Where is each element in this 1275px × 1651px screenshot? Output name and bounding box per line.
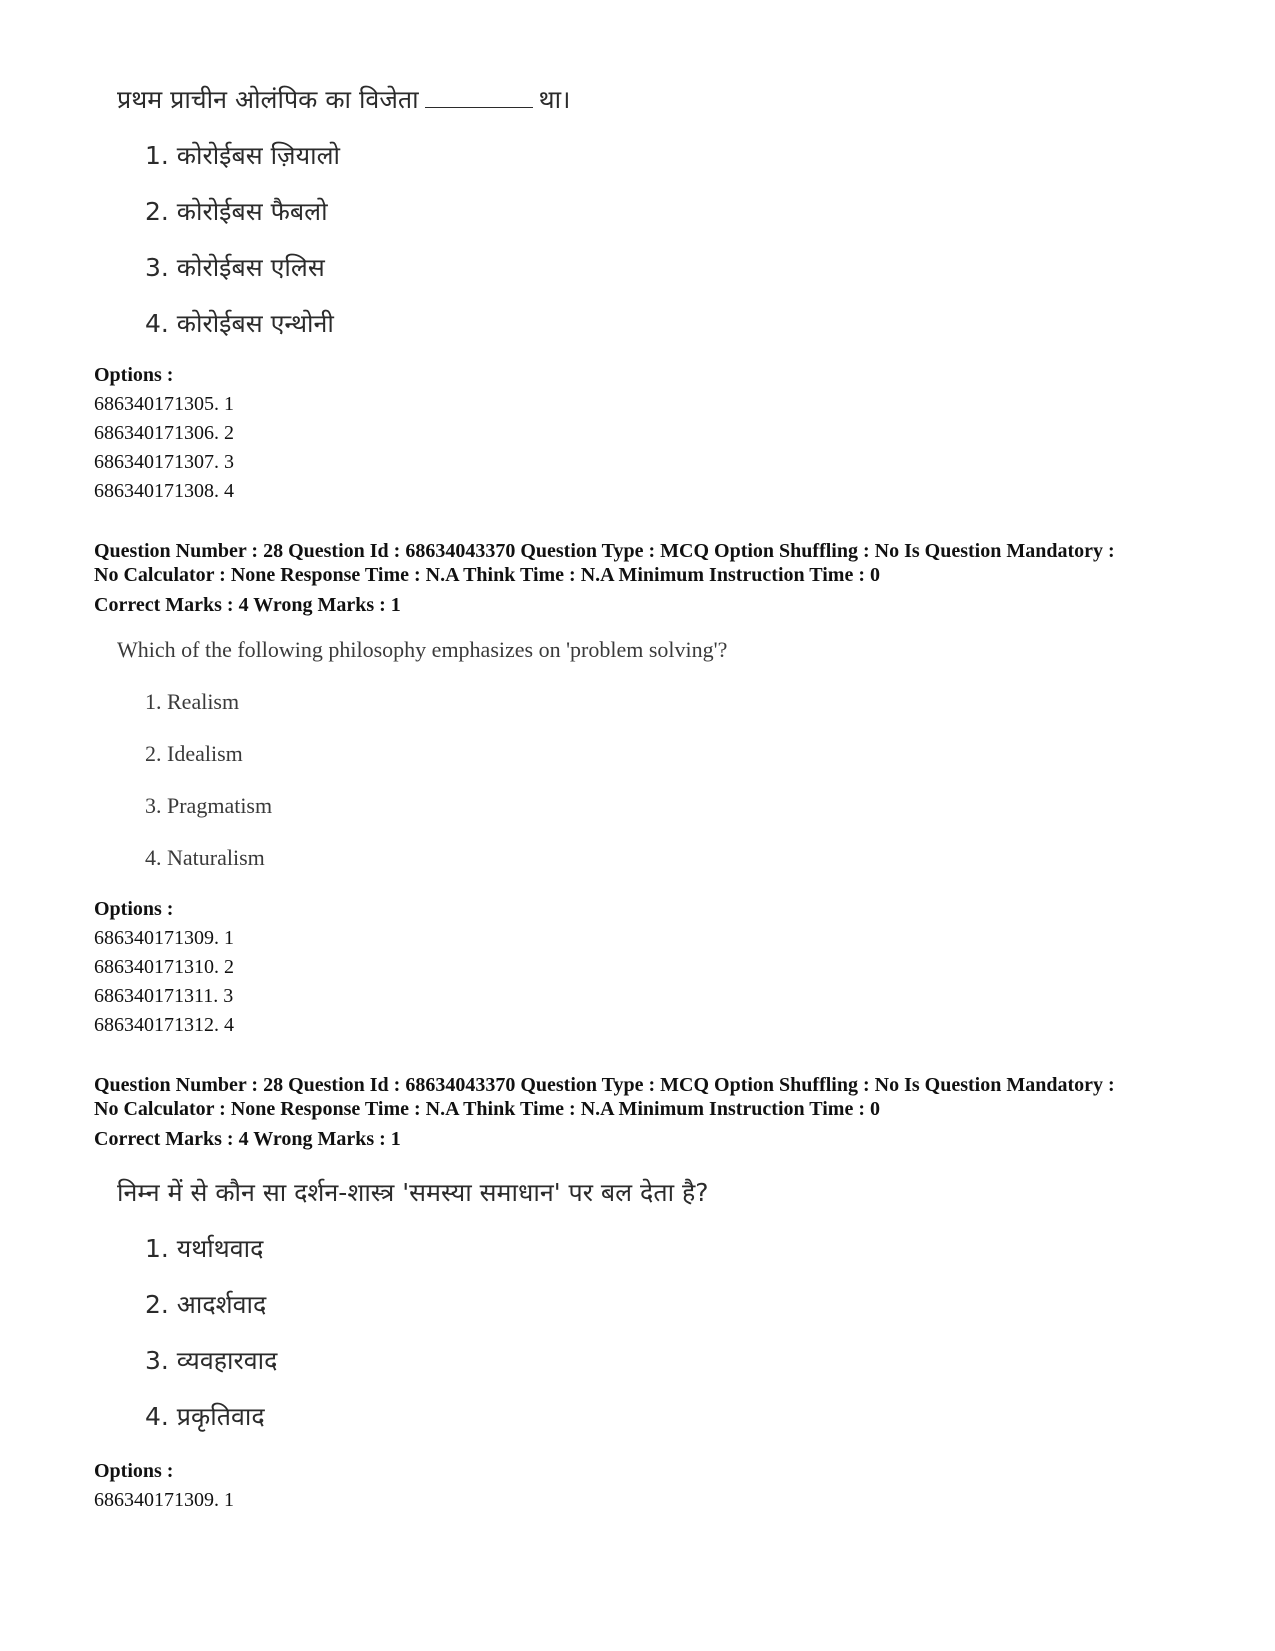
choice-1: 1. Realism xyxy=(145,689,240,714)
question-stem xyxy=(117,82,571,116)
question-image-hindi-olympic xyxy=(117,82,817,352)
question-marks: Correct Marks : 4 Wrong Marks : 1 xyxy=(94,1128,401,1150)
choice-4: 4. कोरोईबस एन्थोनी xyxy=(145,309,334,338)
choice-4: 4. Naturalism xyxy=(145,845,265,870)
choice-2: 2. Idealism xyxy=(145,741,243,766)
option-id: 686340171307. 3 xyxy=(94,451,234,473)
option-id: 686340171311. 3 xyxy=(94,985,234,1007)
question-meta-line2: No Calculator : None Response Time : N.A Think Time : N.A Minimum Instruction Time : 0 xyxy=(94,564,880,586)
question-meta xyxy=(94,539,1214,617)
option-id: 686340171305. 1 xyxy=(94,393,234,415)
question-stem-text: प्रथम प्राचीन ओलंपिक का विजेता xyxy=(117,85,419,114)
choice-3: 3. कोरोईबस एलिस xyxy=(145,253,325,282)
question-meta-line1: Question Number : 28 Question Id : 68634043370 Question Type : MCQ Option Shuffling : No Is Question Mandatory : xyxy=(94,540,1115,562)
options-label: Options : xyxy=(94,898,174,920)
option-id: 686340171309. 1 xyxy=(94,1489,234,1511)
options-label: Options : xyxy=(94,364,174,386)
question-meta-line1: Question Number : 28 Question Id : 68634043370 Question Type : MCQ Option Shuffling : No Is Question Mandatory : xyxy=(94,1074,1115,1096)
option-id: 686340171306. 2 xyxy=(94,422,234,444)
options-list xyxy=(94,895,234,1040)
question-image-hindi xyxy=(117,1175,817,1445)
option-id: 686340171310. 2 xyxy=(94,956,234,978)
question-stem: Which of the following philosophy emphasizes on 'problem solving'? xyxy=(117,637,728,662)
question-meta-line2: No Calculator : None Response Time : N.A Think Time : N.A Minimum Instruction Time : 0 xyxy=(94,1098,880,1120)
question-image-english xyxy=(117,637,817,887)
choice-3: 3. व्यवहारवाद xyxy=(145,1346,278,1375)
choice-1: 1. कोरोईबस ज़ियालो xyxy=(145,141,340,170)
fill-blank xyxy=(425,106,533,108)
question-stem-end: था। xyxy=(538,85,571,114)
options-list xyxy=(94,361,234,506)
choice-1: 1. यर्थाथवाद xyxy=(145,1234,264,1263)
options-list xyxy=(94,1457,234,1515)
choice-2: 2. कोरोईबस फैबलो xyxy=(145,197,328,226)
option-id: 686340171309. 1 xyxy=(94,927,234,949)
choice-2: 2. आदर्शवाद xyxy=(145,1290,267,1319)
option-id: 686340171308. 4 xyxy=(94,480,234,502)
choice-4: 4. प्रकृतिवाद xyxy=(145,1402,265,1431)
options-label: Options : xyxy=(94,1460,174,1482)
question-stem: निम्न में से कौन सा दर्शन-शास्त्र 'समस्या समाधान' पर बल देता है? xyxy=(117,1178,709,1207)
choice-3: 3. Pragmatism xyxy=(145,793,273,818)
question-meta xyxy=(94,1073,1214,1151)
option-id: 686340171312. 4 xyxy=(94,1014,234,1036)
question-marks: Correct Marks : 4 Wrong Marks : 1 xyxy=(94,594,401,616)
